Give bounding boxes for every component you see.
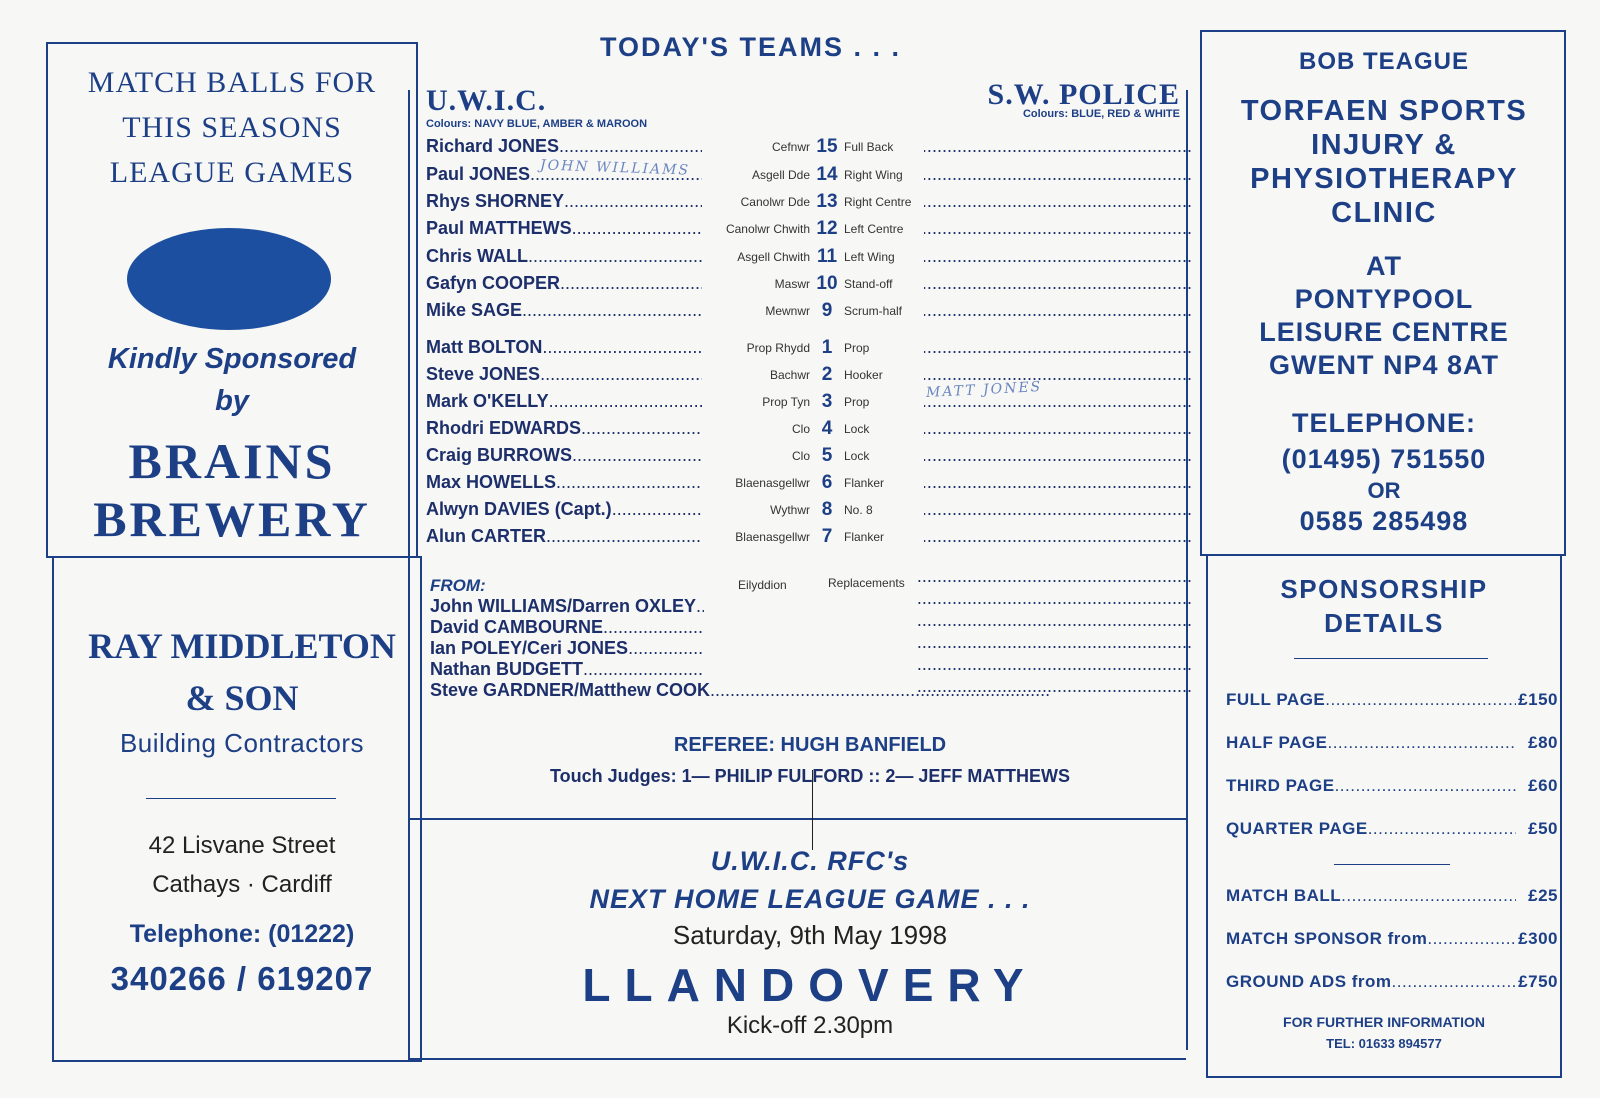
away-team-name: S.W. POLICE [987,78,1180,111]
shirt-number: 1 [821,337,833,358]
shirt-number: 4 [821,418,833,439]
welsh-position: Clo [791,422,810,436]
price-label: MATCH SPONSOR from ..... [1226,929,1516,949]
brains-line-1: BRAINS [128,433,336,489]
shirt-number: 2 [821,364,833,385]
ray-address [60,826,424,904]
away-player [924,246,1192,267]
away-player [924,273,1192,294]
sponsorship-line-1: SPONSORSHIP [1280,574,1488,604]
welsh-position: Mewnwr [765,304,810,318]
lineup-row [426,391,1192,419]
next-game-line-2: NEXT HOME LEAGUE GAME . . . [589,884,1031,914]
match-balls-line-2: THIS SEASONS [122,111,342,144]
clinic-line-1: TORFAEN SPORTS [1240,95,1528,127]
clinic-telephone-2: 0585 285498 [1299,506,1469,536]
position-name: Prop [844,341,870,355]
home-player: Gafyn COOPER ..... [426,273,702,294]
price-value: £80 [1528,733,1558,752]
match-balls-heading [50,60,414,195]
ray-line-1: RAY MIDDLETON [88,626,396,666]
welsh-position: Asgell Dde [751,168,810,182]
ray-telephone-label: Telephone: (01222) [129,920,355,948]
position-name: Scrum-half [844,304,903,318]
home-player: Steve JONES ..... [426,364,702,385]
kindly-sponsored [50,338,414,422]
sponsorship-line-2: DETAILS [1324,608,1444,638]
lineup-row [426,246,1192,274]
location-line-4: GWENT NP4 8AT [1268,350,1499,380]
price-value: £60 [1528,776,1558,795]
welsh-position: Cefnwr [771,140,810,154]
home-replacement: David CAMBOURNE ..... [430,617,704,638]
clinic-line-3: PHYSIOTHERAPY [1250,163,1518,195]
away-player [924,472,1192,493]
location-line-2: PONTYPOOL [1294,284,1474,314]
away-replacement [916,588,1192,609]
clinic-telephone-label: TELEPHONE: [1291,408,1476,438]
clinic-location [1204,250,1564,382]
welsh-position: Prop Tyn [762,395,810,409]
clinic-line-2: INJURY & [1311,129,1457,161]
away-player [924,445,1192,466]
teams-bottom-rule [410,818,1186,820]
position-name: Prop [844,395,870,409]
ray-address-line-2: Cathays · Cardiff [152,871,332,898]
price-value: £750 [1518,972,1558,991]
lineup-row [426,472,1192,500]
position-name: Right Wing [844,168,903,182]
away-player [924,418,1192,439]
lineup-row [426,526,1192,554]
shirt-number: 11 [816,246,838,267]
shirt-number: 14 [816,164,838,185]
position-name: Left Centre [844,222,904,236]
further-info-tel: TEL: 01633 894577 [1326,1036,1442,1051]
position-name: Full Back [844,140,894,154]
left-divider [52,556,422,558]
ray-trade: Building Contractors [119,728,365,758]
price-value: £50 [1528,819,1558,838]
welsh-position: Blaenasgellwr [735,530,810,544]
lineup-row [426,337,1192,365]
welsh-position: Asgell Chwith [737,250,810,264]
home-player: Rhodri EDWARDS ..... [426,418,702,439]
home-player: Chris WALL ..... [426,246,702,267]
home-replacement: Nathan BUDGETT ..... [430,659,704,680]
away-player [924,164,1192,185]
price-value: £300 [1518,929,1558,948]
position-name: Flanker [844,476,885,490]
home-player: Alwyn DAVIES (Capt.) ..... [426,499,702,520]
location-line-1: AT [1366,251,1402,281]
position-name: Hooker [844,368,883,382]
home-replacement: Ian POLEY/Ceri JONES ..... [430,638,704,659]
brains-line-2: BREWERY [93,491,371,547]
price-rule [1334,864,1450,865]
clinic-name [1204,94,1564,230]
middle-left-border [408,90,410,1060]
referee: REFEREE: HUGH BANFIELD [673,734,947,756]
ray-line-2: & SON [185,678,299,718]
away-replacement [916,610,1192,631]
away-replacement [916,654,1192,675]
bob-teague: BOB TEAGUE [1298,48,1469,75]
away-player [924,499,1192,520]
page-bottom-rule [410,1058,1186,1060]
home-player: Matt BOLTON ..... [426,337,702,358]
todays-teams-heading: TODAY'S TEAMS . . . [600,32,901,62]
welsh-position: Prop Rhydd [746,341,810,355]
clinic-telephone-or: OR [1367,478,1401,503]
home-team-name: U.W.I.C. [426,84,547,117]
lineup-row [426,218,1192,246]
welsh-position: Maswr [774,277,810,291]
home-player: Paul MATTHEWS ..... [426,218,702,239]
ray-address-line-1: 42 Lisvane Street [148,832,336,859]
home-player: Mike SAGE ..... [426,300,702,321]
away-team-colours: Colours: BLUE, RED & WHITE [1022,108,1180,120]
price-label: MATCH BALL ..... [1226,886,1516,906]
sponsorship-rule [1294,658,1488,659]
price-label: GROUND ADS from ..... [1226,972,1516,992]
lineup-row [426,364,1192,392]
replacements-label: Replacements [828,576,905,590]
away-player [924,191,1192,212]
further-info: FOR FURTHER INFORMATION [1283,1014,1485,1030]
away-player [924,136,1192,157]
brains-brewery-logo [50,432,414,548]
lineup-row [426,191,1192,219]
price-label: THIRD PAGE ..... [1226,776,1516,796]
kick-off-time: Kick-off 2.30pm [726,1012,894,1039]
welsh-position: Wythwr [770,503,810,517]
home-replacement: John WILLIAMS/Darren OXLEY ..... [430,596,704,617]
home-player: Alun CARTER ..... [426,526,702,547]
shirt-number: 3 [821,391,833,412]
handwritten-away-note: MATT JONES [925,378,1043,402]
ray-telephone-numbers: 340266 / 619207 [110,960,374,997]
location-line-3: LEISURE CENTRE [1259,317,1509,347]
welsh-position: Bachwr [769,368,810,382]
touch-judges: Touch Judges: 1— PHILIP FULFORD :: 2— JEFF MATTHEWS [549,766,1070,786]
lineup-row [426,418,1192,446]
next-game-date: Saturday, 9th May 1998 [672,920,948,950]
lineup-row [426,445,1192,473]
position-name: Lock [844,422,870,436]
clinic-line-4: CLINIC [1331,197,1437,229]
right-divider [1206,554,1562,556]
price-label: HALF PAGE ..... [1226,733,1516,753]
welsh-position: Blaenasgellwr [735,476,810,490]
clinic-telephone-1: (01495) 751550 [1281,444,1487,474]
kindly-line-2: by [215,385,249,417]
away-replacement [916,676,1192,697]
shirt-number: 6 [821,472,833,493]
price-value: £25 [1528,886,1558,905]
home-player: Craig BURROWS ..... [426,445,702,466]
shirt-number: 9 [821,300,833,321]
match-balls-line-1: MATCH BALLS FOR [87,66,377,99]
home-team-colours: Colours: NAVY BLUE, AMBER & MAROON [426,118,648,130]
ray-middleton-name [60,620,424,724]
position-name: Flanker [844,530,885,544]
away-replacement [916,566,1192,587]
shirt-number: 7 [821,526,833,547]
lineup-row [426,273,1192,301]
home-player: Mark O'KELLY ..... [426,391,702,412]
price-label: FULL PAGE ..... [1226,690,1516,710]
position-name: Right Centre [844,195,912,209]
price-value: £150 [1518,690,1558,709]
welsh-position: Canolwr Dde [740,195,810,209]
lineup-row [426,499,1192,527]
sponsorship-heading [1204,572,1564,640]
welsh-position: Clo [791,449,810,463]
position-name: No. 8 [844,503,873,517]
away-player [924,300,1192,321]
kindly-line-1: Kindly Sponsored [107,343,357,375]
rugby-ball-icon [127,228,331,330]
shirt-number: 12 [816,218,838,239]
home-player: Rhys SHORNEY ..... [426,191,702,212]
shirt-number: 5 [821,445,833,466]
shirt-number: 13 [816,191,838,212]
away-player [924,364,1192,385]
next-opponent: LLANDOVERY [582,959,1038,1011]
home-player: Max HOWELLS ..... [426,472,702,493]
handwritten-home-note: JOHN WILLIAMS [539,157,691,179]
home-replacement: Steve GARDNER/Matthew COOK ..... [430,680,704,701]
position-name: Lock [844,449,870,463]
lineup-row [426,300,1192,328]
away-player [924,526,1192,547]
away-player [924,337,1192,358]
match-balls-line-3: LEAGUE GAMES [109,156,355,189]
away-player [924,218,1192,239]
position-name: Stand-off [844,277,893,291]
shirt-number: 10 [816,273,838,294]
position-name: Left Wing [844,250,895,264]
home-player: Richard JONES ..... [426,136,702,157]
shirt-number: 15 [816,136,838,157]
welsh-position: Canolwr Chwith [725,222,810,236]
eilyddion-label: Eilyddion [738,578,787,592]
next-game-line-1: U.W.I.C. RFC's [710,846,910,876]
away-replacement [916,632,1192,653]
ray-divider [146,798,336,799]
home-player: Paul JONES ..... [426,164,702,185]
shirt-number: 8 [821,499,833,520]
price-label: QUARTER PAGE ..... [1226,819,1516,839]
from-label: FROM: [430,576,486,595]
